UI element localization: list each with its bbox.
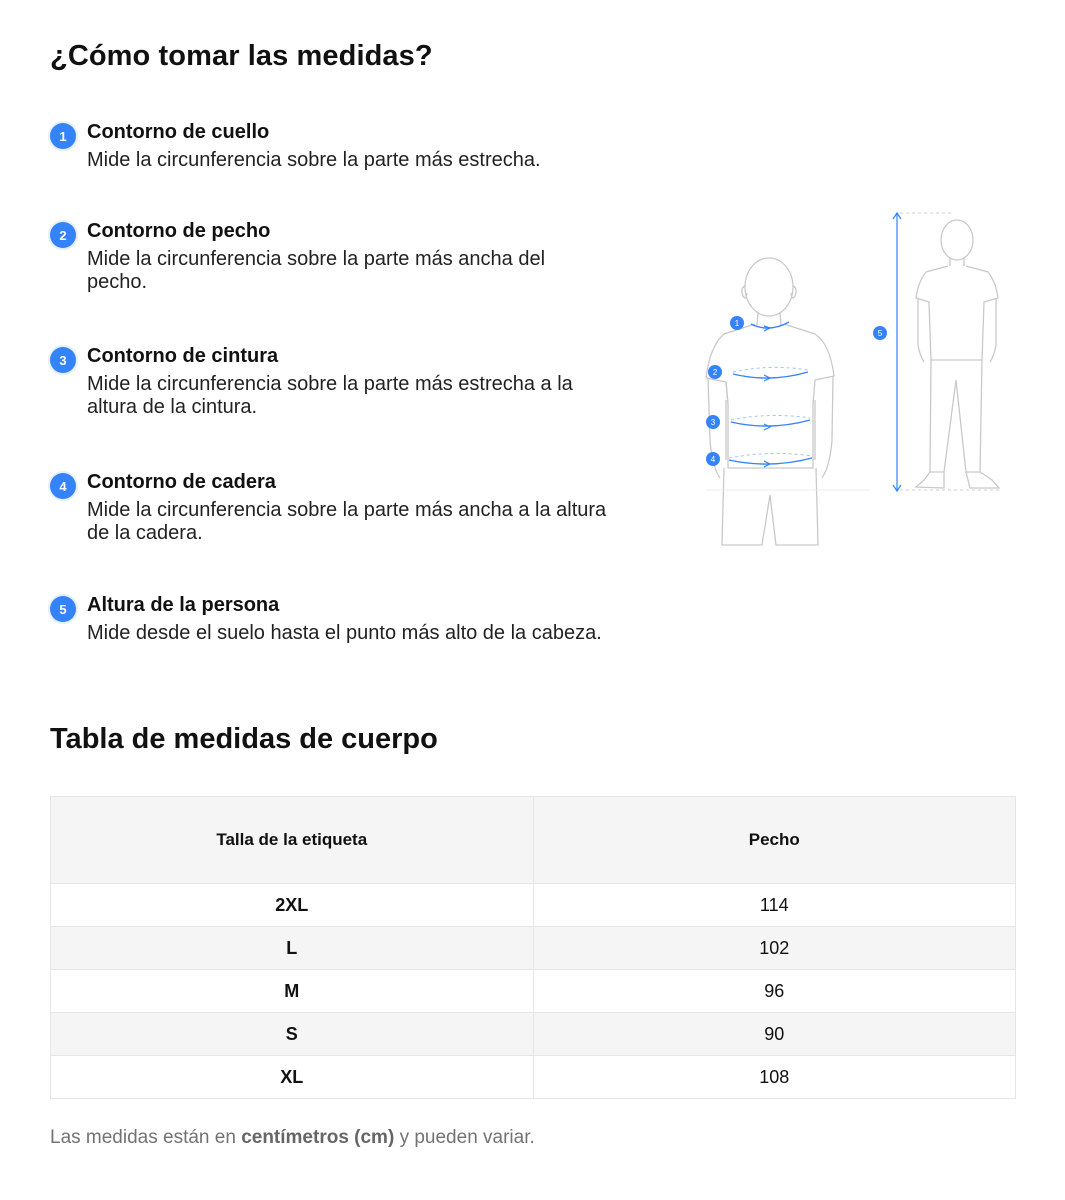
marker-number: 5 bbox=[877, 329, 883, 338]
step-title: Contorno de pecho bbox=[87, 220, 271, 242]
column-header-chest: Pecho bbox=[533, 797, 1016, 884]
size-cell: S bbox=[51, 1013, 534, 1056]
step-title: Contorno de cuello bbox=[87, 121, 270, 143]
step-number-badge: 5 bbox=[50, 596, 76, 622]
tape-arrows bbox=[764, 326, 770, 467]
step-number-badge: 4 bbox=[50, 473, 76, 499]
marker-number: 1 bbox=[734, 319, 740, 328]
marker-4 bbox=[706, 452, 720, 466]
marker-5 bbox=[873, 326, 887, 340]
table-row bbox=[51, 1056, 1016, 1099]
step-number-badge: 2 bbox=[50, 222, 76, 248]
step-chest bbox=[50, 220, 610, 300]
marker-3 bbox=[706, 415, 720, 429]
step-title: Contorno de cadera bbox=[87, 471, 276, 493]
table-row bbox=[51, 1013, 1016, 1056]
footnote-text-start: Las medidas están en bbox=[50, 1127, 242, 1148]
marker-number: 2 bbox=[712, 368, 718, 377]
table-row bbox=[51, 927, 1016, 970]
table-header-row bbox=[51, 797, 1016, 884]
step-number-badge: 1 bbox=[50, 123, 76, 149]
body-measurement-illustration bbox=[690, 205, 1020, 555]
step-description: Mide la circunferencia sobre la parte más ancha a la altura de la cadera. bbox=[87, 499, 607, 544]
marker-number: 4 bbox=[710, 455, 716, 464]
step-description: Mide desde el suelo hasta el punto más alto de la cabeza. bbox=[87, 622, 602, 644]
step-hip bbox=[50, 471, 610, 551]
step-neck bbox=[50, 121, 610, 181]
step-description: Mide la circunferencia sobre la parte más estrecha. bbox=[87, 149, 541, 171]
step-height bbox=[50, 594, 610, 674]
marker-number: 3 bbox=[710, 418, 716, 427]
step-waist bbox=[50, 345, 610, 425]
footnote-text-end: y pueden variar. bbox=[394, 1127, 535, 1148]
chest-cell: 102 bbox=[533, 927, 1016, 970]
step-description: Mide la circunferencia sobre la parte más ancha del pecho. bbox=[87, 248, 546, 293]
chest-cell: 108 bbox=[533, 1056, 1016, 1099]
table-title: Tabla de medidas de cuerpo bbox=[50, 723, 438, 755]
size-cell: 2XL bbox=[51, 884, 534, 927]
marker-1 bbox=[730, 316, 744, 330]
size-cell: M bbox=[51, 970, 534, 1013]
size-cell: XL bbox=[51, 1056, 534, 1099]
page-title: ¿Cómo tomar las medidas? bbox=[50, 40, 433, 72]
step-description: Mide la circunferencia sobre la parte más estrecha a la altura de la cintura. bbox=[87, 373, 573, 418]
column-header-size: Talla de la etiqueta bbox=[51, 797, 534, 884]
chest-cell: 96 bbox=[533, 970, 1016, 1013]
marker-2 bbox=[708, 365, 722, 379]
side-figure bbox=[916, 220, 999, 488]
table-row bbox=[51, 970, 1016, 1013]
size-cell: L bbox=[51, 927, 534, 970]
step-number-badge: 3 bbox=[50, 347, 76, 373]
footnote-units: centímetros (cm) bbox=[241, 1127, 395, 1148]
front-figure bbox=[706, 258, 834, 545]
step-title: Altura de la persona bbox=[87, 594, 280, 616]
height-line bbox=[893, 213, 901, 491]
measurement-tapes-back bbox=[729, 367, 812, 458]
measurement-tapes bbox=[729, 322, 812, 464]
chest-cell: 114 bbox=[533, 884, 1016, 927]
step-title: Contorno de cintura bbox=[87, 345, 279, 367]
table-row bbox=[51, 884, 1016, 927]
size-table bbox=[50, 796, 1016, 1099]
chest-cell: 90 bbox=[533, 1013, 1016, 1056]
units-footnote bbox=[50, 1127, 535, 1149]
